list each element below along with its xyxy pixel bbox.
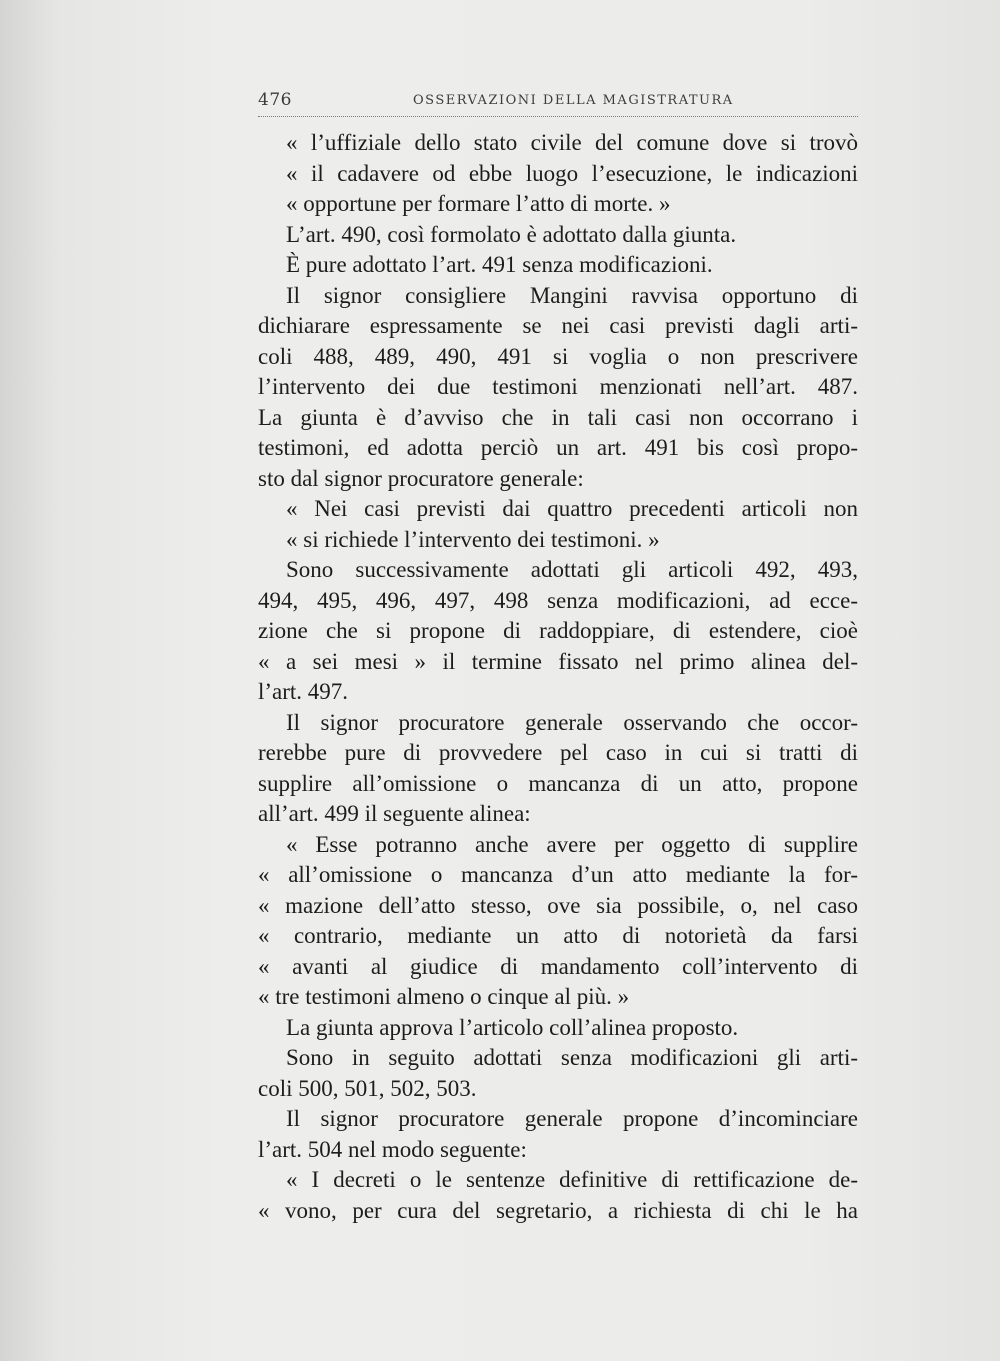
text-line: Il signor procuratore generale propone d’incominciare [286,1106,858,1131]
text-line: « Nei casi previsti dai quattro precedenti articoli non [286,496,858,521]
text-line: l’art. 497. [258,679,349,704]
text-line: « mazione dell’atto stesso, ove sia possibile, o, nel caso [258,892,858,918]
text-line: « tre testimoni almeno o cinque al più. » [258,984,630,1009]
text-line: testimoni, ed adotta perciò un art. 491 bis così propo- [258,435,858,460]
text-line: Il signor procuratore generale osservando che occor- [286,709,858,735]
header-rule [258,116,858,117]
text-line: « il cadavere od ebbe luogo l’esecuzione, le indicazioni [286,160,858,186]
text-line: sto dal signor procuratore generale: [258,465,584,491]
text-line: rerebbe pure di provvedere pel caso in cui si tratti di [258,740,858,765]
text-line: Sono in seguito adottati senza modificazioni gli arti- [286,1045,858,1070]
text-line: « Esse potranno anche avere per oggetto di supplire [286,831,858,857]
text-line: « contrario, mediante un atto di notorietà da farsi [258,923,858,948]
text-line: La giunta è d’avviso che in tali casi non occorrano i [258,404,858,430]
text-line: Il signor consigliere Mangini ravvisa opportuno di [286,282,858,308]
text-line: zione che si propone di raddoppiare, di estendere, cioè [258,618,858,643]
text-line: « I decreti o le sentenze definitive di rettificazione de- [286,1167,858,1192]
text-line: Sono successivamente adottati gli articoli 492, 493, [286,557,858,582]
text-line: l’intervento dei due testimoni menzionati nell’art. 487. [258,374,858,399]
text-line: « vono, per cura del segretario, a richiesta di chi le ha [258,1197,858,1223]
text-line: « avanti al giudice di mandamento coll’intervento di [258,953,858,979]
body-text [258,128,858,1226]
text-line: « a sei mesi » il termine fissato nel primo alinea del- [258,648,858,674]
text-line: all’art. 499 il seguente alinea: [258,801,531,826]
text-line: coli 488, 489, 490, 491 si voglia o non prescrivere [258,343,858,369]
text-line: La giunta approva l’articolo coll’alinea proposto. [286,1014,739,1040]
page-number: 476 [258,90,292,110]
text-line: L’art. 490, così formolato è adottato dalla giunta. [286,221,737,247]
text-line: « all’omissione o mancanza d’un atto mediante la for- [258,862,858,887]
text-line: È pure adottato l’art. 491 senza modificazioni. [286,252,713,277]
text-line: supplire all’omissione o mancanza di un atto, propone [258,770,858,796]
text-line: « opportune per formare l’atto di morte. » [286,191,671,216]
text-line: « l’uffiziale dello stato civile del comune dove si trovò [286,130,858,155]
page-header [258,88,858,116]
text-line: dichiarare espressamente se nei casi previsti dagli arti- [258,313,858,338]
text-line: l’art. 504 nel modo seguente: [258,1136,527,1162]
text-line: « si richiede l’intervento dei testimoni. » [286,526,660,552]
text-line: coli 500, 501, 502, 503. [258,1075,477,1101]
text-line: 494, 495, 496, 497, 498 senza modificazioni, ad ecce- [258,587,858,613]
running-title: OSSERVAZIONI DELLA MAGISTRATURA [413,93,734,108]
